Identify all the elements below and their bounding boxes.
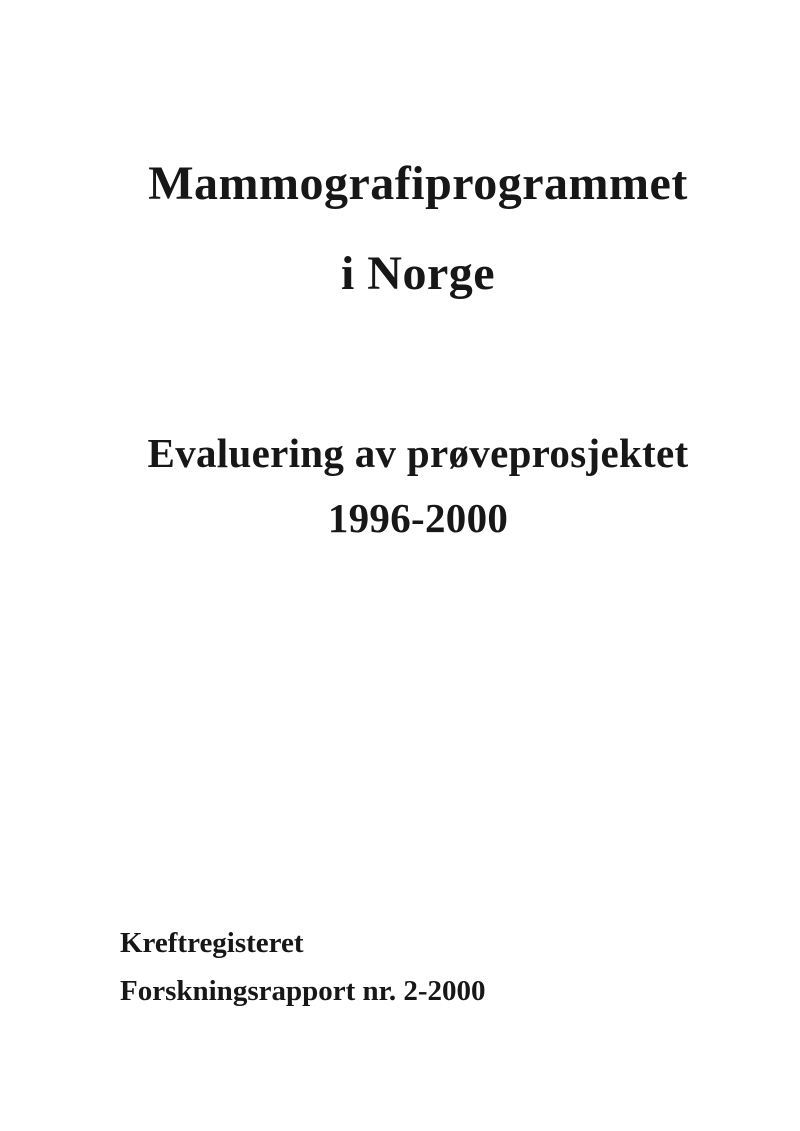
publisher-name: Kreftregisteret: [120, 927, 304, 959]
report-number: Forskningsrapport nr. 2-2000: [120, 975, 486, 1007]
report-period: 1996-2000: [327, 495, 509, 541]
report-title-line-2: i Norge: [340, 247, 496, 300]
report-title-line-1: Mammografiprogrammet: [148, 157, 688, 210]
report-subtitle: Evaluering av prøveprosjektet: [147, 430, 689, 476]
